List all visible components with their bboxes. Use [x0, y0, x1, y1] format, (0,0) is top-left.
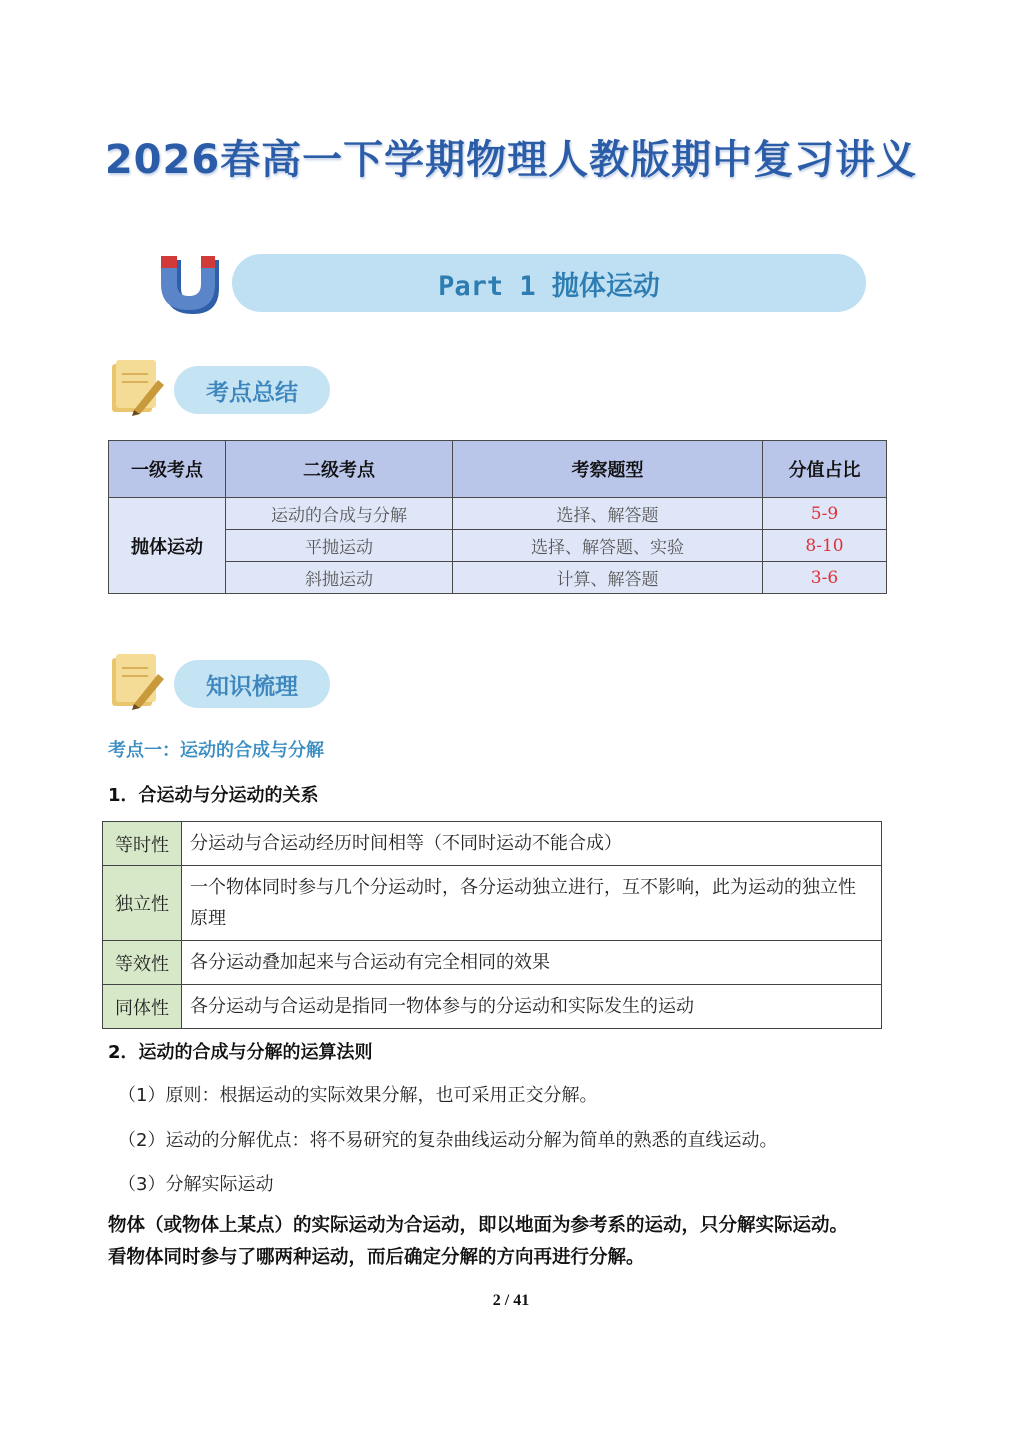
page-number: 2 / 41 — [492, 1292, 530, 1309]
table-row — [103, 822, 882, 866]
sub-topic-cell: 运动的合成与分解 — [226, 498, 453, 530]
summary-table — [108, 440, 887, 594]
bold-paragraph-line: 看物体同时参与了哪两种运动，而后确定分解的方向再进行分解。 — [108, 1247, 645, 1268]
notepad-pencil-icon — [108, 652, 166, 712]
question-type-cell: 选择、解答题、实验 — [453, 530, 763, 562]
heading-2: 2．运动的合成与分解的运算法则 — [108, 1042, 373, 1063]
table-row — [103, 985, 882, 1029]
bold-paragraph-line: 物体（或物体上某点）的实际运动为合运动，即以地面为参考系的运动，只分解实际运动。 — [108, 1215, 849, 1236]
part-banner: Part 1 抛体运动 — [232, 254, 866, 312]
relation-key: 独立性 — [103, 866, 182, 941]
section-header-summary: 考点总结 — [174, 366, 330, 414]
document-title: 2026春高一下学期物理人教版期中复习讲义 — [104, 137, 918, 183]
list-item: （3）分解实际运动 — [118, 1174, 274, 1195]
list-item: （2）运动的分解优点：将不易研究的复杂曲线运动分解为简单的熟悉的直线运动。 — [118, 1130, 778, 1151]
list-item: （1）原则：根据运动的实际效果分解，也可采用正交分解。 — [118, 1085, 598, 1106]
relation-value: 一个物体同时参与几个分运动时，各分运动独立进行，互不影响，此为运动的独立性原理 — [182, 866, 882, 941]
sub-topic-cell: 平抛运动 — [226, 530, 453, 562]
question-type-cell: 计算、解答题 — [453, 562, 763, 594]
table-header-cell: 考察题型 — [453, 441, 763, 498]
heading-1: 1．合运动与分运动的关系 — [108, 785, 319, 806]
section-header-knowledge: 知识梳理 — [174, 660, 330, 708]
relation-key: 同体性 — [103, 985, 182, 1029]
table-row — [109, 498, 887, 530]
relation-value: 各分运动叠加起来与合运动有完全相同的效果 — [182, 941, 882, 985]
point-heading: 考点一：运动的合成与分解 — [108, 740, 324, 761]
magnet-icon — [155, 250, 223, 318]
relation-key: 等效性 — [103, 941, 182, 985]
question-type-cell: 选择、解答题 — [453, 498, 763, 530]
score-cell: 5-9 — [763, 498, 887, 530]
table-header-row — [109, 441, 887, 498]
score-cell: 8-10 — [763, 530, 887, 562]
notepad-pencil-icon — [108, 358, 166, 418]
relations-table — [102, 821, 882, 1029]
relation-value: 分运动与合运动经历时间相等（不同时运动不能合成） — [182, 822, 882, 866]
sub-topic-cell: 斜抛运动 — [226, 562, 453, 594]
table-header-cell: 一级考点 — [109, 441, 226, 498]
score-cell: 3-6 — [763, 562, 887, 594]
table-row — [109, 530, 887, 562]
relation-key: 等时性 — [103, 822, 182, 866]
table-row — [103, 866, 882, 941]
relation-value: 各分运动与合运动是指同一物体参与的分运动和实际发生的运动 — [182, 985, 882, 1029]
table-row — [103, 941, 882, 985]
topic-cell: 抛体运动 — [109, 498, 226, 594]
table-row — [109, 562, 887, 594]
table-header-cell: 二级考点 — [226, 441, 453, 498]
table-header-cell: 分值占比 — [763, 441, 887, 498]
